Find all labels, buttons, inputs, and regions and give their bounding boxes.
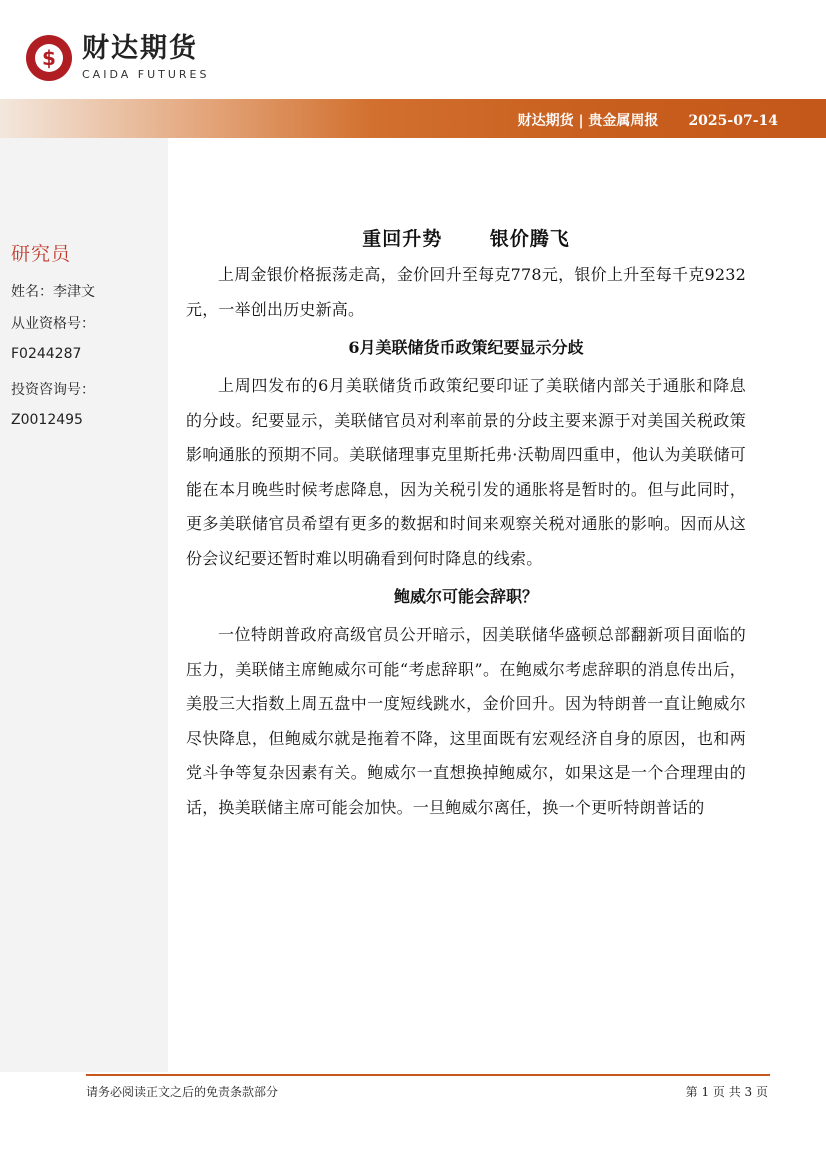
header-band: [0, 99, 826, 138]
consult-label: 投资咨询号：: [11, 382, 95, 398]
fed-minutes-paragraph: 上周四发布的6月美联储货币政策纪要印证了美联储内部关于通胀和降息的分歧。纪要显示，美联储官员对利率前景的分歧主要来源于对美国关税政策影响通胀的预期不同。美联储理事克里斯托弗·沃勒周四重申，他认为美联储可能在本月晚些时候考虑降息，因为关税引发的通胀将是暂时的。但与此同时，更多美联储官员希望有更多的数据和时间来观察关税对通胀的影响。因而从这份会议纪要还暂时难以明确看到何时降息的线索。: [186, 376, 746, 568]
caida-logo-icon: $: [26, 35, 72, 81]
page-number: 第 1 页 共 3 页: [685, 1085, 768, 1099]
article-body: [186, 220, 746, 825]
researcher-heading: 研究员: [11, 243, 72, 265]
company-name-en: CAIDA FUTURES: [82, 68, 210, 81]
section-heading-powell: 鲍威尔可能会辞职？: [393, 587, 538, 606]
consult-number: Z0012495: [11, 412, 83, 428]
header-info: [518, 110, 778, 130]
powell-paragraph: 一位特朗普政府高级官员公开暗示，因美联储华盛顿总部翻新项目面临的压力，美联储主席鲍威尔可能“考虑辞职”。在鲍威尔考虑辞职的消息传出后，美股三大指数上周五盘中一度短线跳水，金价回升。因为特朗普一直让鲍威尔尽快降息，但鲍威尔就是拖着不降，这里面既有宏观经济自身的原因，也和两党斗争等复杂因素有关。鲍威尔一直想换掉鲍威尔，如果这是一个合理理由的话，换美联储主席可能会加快。一旦鲍威尔离任，换一个更听特朗普话的: [186, 625, 746, 817]
report-name: 财达期货 | 贵金属周报: [517, 113, 659, 129]
qualification-number: F0244287: [11, 346, 82, 362]
footer-disclaimer: 请务必阅读正文之后的免责条款部分: [86, 1085, 279, 1099]
report-date: 2025-07-14: [688, 113, 778, 129]
footer-divider: [86, 1074, 770, 1076]
researcher-name: 姓名：李津文: [11, 284, 95, 300]
section-heading-fed-minutes: 6月美联储货币政策纪要显示分歧: [348, 338, 584, 357]
article-title: 重回升势 银价腾飞: [362, 228, 570, 250]
researcher-sidebar: [0, 138, 168, 1072]
company-name-cn: 财达期货: [82, 33, 198, 64]
intro-paragraph: 上周金银价格振荡走高，金价回升至每克778元，银价上升至每千克9232元，一举创出历史新高。: [186, 265, 746, 319]
qualification-label: 从业资格号：: [11, 316, 95, 332]
company-logo: [26, 34, 209, 81]
